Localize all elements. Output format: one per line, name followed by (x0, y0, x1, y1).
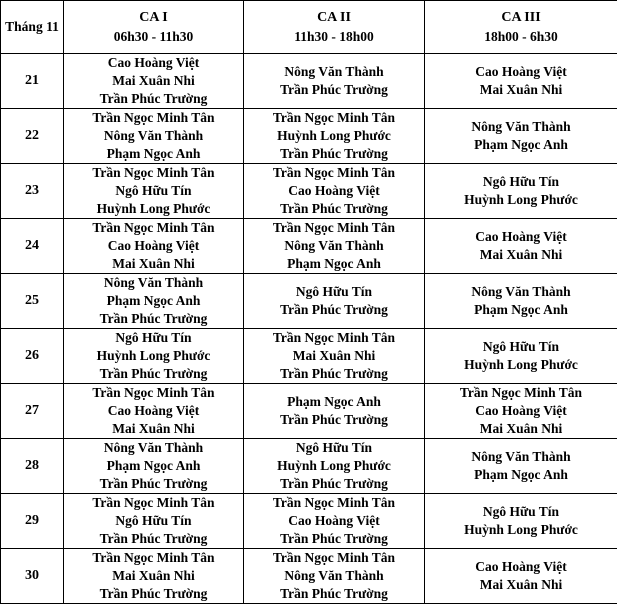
shift-cell-1 (64, 219, 244, 274)
staff-name: Huỳnh Long Phước (425, 356, 617, 374)
staff-name: Phạm Ngọc Anh (244, 393, 424, 411)
staff-name: Phạm Ngọc Anh (425, 301, 617, 319)
staff-name: Phạm Ngọc Anh (425, 136, 617, 154)
shift-header-3 (425, 1, 617, 54)
staff-name: Ngô Hữu Tín (64, 512, 243, 530)
shift-cell-2 (244, 384, 425, 439)
staff-name: Phạm Ngọc Anh (425, 466, 617, 484)
roster-body (1, 54, 617, 604)
table-row (1, 494, 617, 549)
shift-time: 18h00 - 6h30 (425, 28, 617, 46)
staff-name: Ngô Hữu Tín (244, 283, 424, 301)
table-row (1, 274, 617, 329)
staff-name: Trần Ngọc Minh Tân (244, 164, 424, 182)
table-row (1, 219, 617, 274)
staff-name: Mai Xuân Nhi (425, 81, 617, 99)
shift-cell-3 (425, 274, 617, 329)
staff-name: Trần Phúc Trường (244, 145, 424, 163)
shift-cell-1 (64, 274, 244, 329)
staff-name: Trần Phúc Trường (244, 411, 424, 429)
staff-name: Nông Văn Thành (64, 439, 243, 457)
staff-name: Nông Văn Thành (425, 283, 617, 301)
shift-cell-2 (244, 329, 425, 384)
day-cell: 23 (1, 164, 64, 219)
day-cell: 26 (1, 329, 64, 384)
table-row (1, 549, 617, 604)
staff-name: Cao Hoàng Việt (64, 54, 243, 72)
staff-name: Trần Ngọc Minh Tân (64, 549, 243, 567)
staff-name: Ngô Hữu Tín (64, 329, 243, 347)
table-row (1, 329, 617, 384)
shift-name: CA I (64, 8, 243, 28)
shift-cell-2 (244, 219, 425, 274)
shift-cell-2 (244, 494, 425, 549)
staff-name: Mai Xuân Nhi (64, 72, 243, 90)
staff-name: Cao Hoàng Việt (244, 512, 424, 530)
staff-name: Nông Văn Thành (64, 274, 243, 292)
table-row (1, 54, 617, 109)
staff-name: Trần Phúc Trường (244, 475, 424, 493)
staff-name: Trần Ngọc Minh Tân (244, 549, 424, 567)
shift-cell-1 (64, 54, 244, 109)
staff-name: Mai Xuân Nhi (425, 420, 617, 438)
staff-name: Trần Phúc Trường (64, 365, 243, 383)
shift-cell-1 (64, 329, 244, 384)
shift-cell-1 (64, 494, 244, 549)
shift-time: 11h30 - 18h00 (244, 28, 424, 46)
staff-name: Trần Phúc Trường (244, 585, 424, 603)
staff-name: Trần Ngọc Minh Tân (244, 109, 424, 127)
day-cell: 21 (1, 54, 64, 109)
staff-name: Nông Văn Thành (244, 63, 424, 81)
staff-name: Nông Văn Thành (425, 118, 617, 136)
staff-name: Huỳnh Long Phước (244, 457, 424, 475)
staff-name: Cao Hoàng Việt (64, 402, 243, 420)
staff-name: Trần Phúc Trường (244, 365, 424, 383)
day-cell: 29 (1, 494, 64, 549)
staff-name: Trần Ngọc Minh Tân (64, 494, 243, 512)
staff-name: Trần Ngọc Minh Tân (244, 329, 424, 347)
day-cell: 25 (1, 274, 64, 329)
staff-name: Ngô Hữu Tín (425, 173, 617, 191)
day-cell: 24 (1, 219, 64, 274)
staff-name: Cao Hoàng Việt (425, 402, 617, 420)
staff-name: Trần Phúc Trường (244, 200, 424, 218)
staff-name: Cao Hoàng Việt (425, 228, 617, 246)
day-cell: 27 (1, 384, 64, 439)
staff-name: Trần Ngọc Minh Tân (64, 219, 243, 237)
shift-name: CA II (244, 8, 424, 28)
staff-name: Trần Ngọc Minh Tân (64, 109, 243, 127)
staff-name: Cao Hoàng Việt (244, 182, 424, 200)
staff-name: Mai Xuân Nhi (64, 255, 243, 273)
shift-cell-1 (64, 549, 244, 604)
staff-name: Trần Phúc Trường (64, 310, 243, 328)
shift-cell-2 (244, 109, 425, 164)
shift-cell-2 (244, 274, 425, 329)
shift-cell-2 (244, 54, 425, 109)
staff-name: Cao Hoàng Việt (64, 237, 243, 255)
staff-name: Cao Hoàng Việt (425, 63, 617, 81)
shift-header-2 (244, 1, 425, 54)
staff-name: Ngô Hữu Tín (244, 439, 424, 457)
shift-cell-1 (64, 109, 244, 164)
shift-cell-3 (425, 329, 617, 384)
staff-name: Mai Xuân Nhi (425, 576, 617, 594)
staff-name: Trần Phúc Trường (64, 530, 243, 548)
staff-name: Trần Ngọc Minh Tân (425, 384, 617, 402)
table-row (1, 109, 617, 164)
shift-cell-3 (425, 384, 617, 439)
staff-name: Mai Xuân Nhi (64, 567, 243, 585)
staff-name: Trần Phúc Trường (244, 301, 424, 319)
staff-name: Huỳnh Long Phước (425, 191, 617, 209)
shift-cell-1 (64, 384, 244, 439)
month-header: Tháng 11 (1, 1, 64, 54)
staff-name: Huỳnh Long Phước (64, 200, 243, 218)
shift-cell-3 (425, 439, 617, 494)
table-row (1, 439, 617, 494)
staff-name: Trần Phúc Trường (64, 90, 243, 108)
shift-cell-3 (425, 109, 617, 164)
staff-name: Phạm Ngọc Anh (64, 292, 243, 310)
shift-cell-2 (244, 549, 425, 604)
staff-name: Mai Xuân Nhi (64, 420, 243, 438)
staff-name: Mai Xuân Nhi (425, 246, 617, 264)
header-row (1, 1, 617, 54)
day-cell: 30 (1, 549, 64, 604)
table-row (1, 384, 617, 439)
staff-name: Huỳnh Long Phước (244, 127, 424, 145)
staff-name: Mai Xuân Nhi (244, 347, 424, 365)
staff-name: Phạm Ngọc Anh (64, 145, 243, 163)
shift-cell-3 (425, 164, 617, 219)
staff-name: Nông Văn Thành (244, 237, 424, 255)
shift-cell-2 (244, 439, 425, 494)
staff-name: Trần Ngọc Minh Tân (244, 494, 424, 512)
staff-name: Ngô Hữu Tín (425, 338, 617, 356)
shift-name: CA III (425, 8, 617, 28)
shift-cell-3 (425, 219, 617, 274)
staff-name: Phạm Ngọc Anh (64, 457, 243, 475)
staff-name: Trần Phúc Trường (244, 81, 424, 99)
table-row (1, 164, 617, 219)
staff-name: Huỳnh Long Phước (64, 347, 243, 365)
day-cell: 28 (1, 439, 64, 494)
staff-name: Ngô Hữu Tín (64, 182, 243, 200)
shift-time: 06h30 - 11h30 (64, 28, 243, 46)
staff-name: Trần Phúc Trường (244, 530, 424, 548)
staff-name: Nông Văn Thành (244, 567, 424, 585)
staff-name: Trần Phúc Trường (64, 475, 243, 493)
staff-name: Nông Văn Thành (64, 127, 243, 145)
shift-cell-2 (244, 164, 425, 219)
staff-name: Trần Ngọc Minh Tân (64, 164, 243, 182)
staff-name: Phạm Ngọc Anh (244, 255, 424, 273)
staff-name: Trần Phúc Trường (64, 585, 243, 603)
staff-name: Trần Ngọc Minh Tân (64, 384, 243, 402)
shift-cell-3 (425, 549, 617, 604)
shift-cell-3 (425, 494, 617, 549)
shift-cell-1 (64, 439, 244, 494)
staff-name: Cao Hoàng Việt (425, 558, 617, 576)
staff-name: Ngô Hữu Tín (425, 503, 617, 521)
staff-name: Huỳnh Long Phước (425, 521, 617, 539)
day-cell: 22 (1, 109, 64, 164)
staff-name: Trần Ngọc Minh Tân (244, 219, 424, 237)
shift-header-1 (64, 1, 244, 54)
shift-cell-1 (64, 164, 244, 219)
staff-name: Nông Văn Thành (425, 448, 617, 466)
shift-cell-3 (425, 54, 617, 109)
